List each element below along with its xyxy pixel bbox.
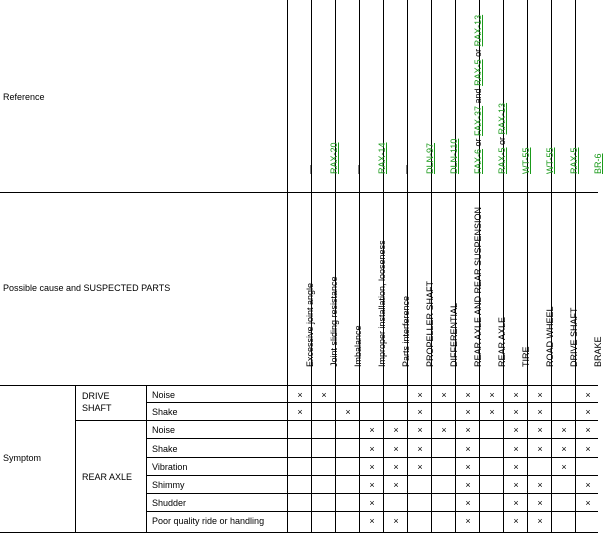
suspected-part-label: REAR AXLE [497,316,507,367]
reference-cell [552,0,579,192]
reference-cell [384,0,411,192]
reference-cell [360,0,387,192]
reference-separator: and [473,85,483,106]
symptom-mark: × [513,498,519,508]
reference-link[interactable]: DLN-97 [425,142,435,174]
symptom-mark: × [513,462,519,472]
reference-cell [528,0,555,192]
symptom-mark: × [585,480,591,490]
suspected-part-label: Imbalance [353,325,363,367]
suspected-part-cell [432,193,459,385]
suspected-part-cell [504,193,531,385]
symptom-mark: × [441,425,447,435]
suspected-part-label: Improper installation, looseness [377,240,387,367]
suspected-part-cell [480,193,507,385]
reference-link[interactable]: RAX-13 [473,14,483,47]
symptom-mark: × [585,407,591,417]
group-column-line [75,385,76,533]
reference-link[interactable]: RAX-20 [329,142,339,174]
reference-separator: — [353,165,363,174]
symptom-mark: × [441,390,447,400]
symptom-name: Poor quality ride or handling [152,516,265,526]
suspected-part-label: Parts interference [401,295,411,367]
suspected-part-label: DRIVE SHAFT [569,307,579,367]
symptom-mark: × [561,444,567,454]
symptom-mark: × [417,390,423,400]
suspected-part-label: BRAKE [593,336,603,367]
symptom-mark: × [369,498,375,508]
symptom-mark: × [513,480,519,490]
reference-link[interactable]: RAX-5 [497,147,507,174]
symptom-mark: × [537,498,543,508]
symptom-mark: × [393,462,399,472]
reference-cell [336,0,363,192]
suspected-part-cell [408,193,435,385]
suspected-part-cell [576,193,603,385]
suspected-part-cell [312,193,339,385]
table-bottom-line [0,532,598,533]
reference-cell [576,0,603,192]
reference-cell [480,0,507,192]
symptom-mark: × [585,390,591,400]
symptom-name: Shudder [152,498,187,508]
symptom-mark: × [297,390,303,400]
symptom-mark: × [489,390,495,400]
reference-text [592,153,604,174]
suspected-part-label: Excessive joint angle [305,282,315,367]
suspected-part-cell [288,193,315,385]
drive-shaft-group-label [82,390,112,414]
symptom-mark: × [465,425,471,435]
rear-axle-group-label: REAR AXLE [82,472,133,482]
symptom-mark: × [537,444,543,454]
suspected-part-cell [528,193,555,385]
suspected-part-cell [552,193,579,385]
symptom-mark: × [537,425,543,435]
symptom-name: Noise [152,425,176,435]
symptom-mark: × [561,425,567,435]
reference-link[interactable]: RAX-5 [569,147,579,174]
suspected-part-cell [456,193,483,385]
suspected-part-label: Joint sliding resistance [329,276,339,367]
reference-separator: or [473,46,483,60]
reference-cell [312,0,339,192]
symptom-mark: × [417,425,423,435]
reference-cell [408,0,435,192]
symptom-mark: × [513,390,519,400]
symptom-mark: × [513,407,519,417]
reference-cell [432,0,459,192]
symptom-mark: × [537,480,543,490]
reference-cell [504,0,531,192]
symptom-mark: × [561,462,567,472]
symptom-mark: × [393,444,399,454]
possible-cause-row-label: Possible cause and SUSPECTED PARTS [3,283,171,293]
symptom-mark: × [369,462,375,472]
symptom-mark: × [537,407,543,417]
symptom-mark: × [585,425,591,435]
reference-cell [456,0,483,192]
suspected-part-cell [336,193,363,385]
symptom-mark: × [489,407,495,417]
reference-row-label: Reference [3,92,45,102]
suspected-part-label: DIFFERENTIAL [449,302,459,367]
symptom-mark: × [393,516,399,526]
symptom-mark: × [585,498,591,508]
symptom-mark: × [465,498,471,508]
drive-shaft-label-line1: DRIVE [82,391,110,401]
symptom-mark: × [369,444,375,454]
symptom-mark: × [513,444,519,454]
reference-link[interactable]: BR-6 [593,153,603,174]
suspected-part-label: ROAD WHEEL [545,306,555,367]
reference-link[interactable]: WT-55 [521,147,531,174]
symptom-mark: × [465,462,471,472]
reference-link[interactable]: RAX-5 [473,59,483,86]
suspected-part-cell [384,193,411,385]
symptom-mark: × [369,516,375,526]
symptom-mark: × [417,462,423,472]
symptom-name: Shake [152,444,178,454]
reference-link[interactable]: FAX-6 [473,148,483,174]
symptom-column-line [146,385,147,533]
reference-link[interactable]: RAX-13 [497,102,507,135]
reference-link[interactable]: DLN-110 [449,138,459,174]
symptom-mark: × [297,407,303,417]
symptom-mark: × [393,480,399,490]
symptom-name: Noise [152,390,176,400]
reference-separator: — [401,165,411,174]
symptom-mark: × [393,425,399,435]
symptom-mark: × [537,516,543,526]
symptom-mark: × [513,425,519,435]
symptom-mark: × [369,480,375,490]
symptom-mark: × [321,390,327,400]
symptom-mark: × [417,407,423,417]
suspected-part-label: REAR AXLE AND REAR SUSPENSION [473,206,483,367]
reference-separator: or [497,134,507,148]
reference-separator: — [305,165,315,174]
reference-link[interactable]: WT-55 [545,147,555,174]
reference-cell [288,0,315,192]
symptom-mark: × [345,407,351,417]
suspected-part-label: PROPELLER SHAFT [425,280,435,367]
suspected-part-cell [360,193,387,385]
reference-link[interactable]: FAX-37 [473,105,483,136]
symptom-mark: × [465,407,471,417]
symptom-mark: × [417,444,423,454]
symptom-mark: × [465,390,471,400]
symptom-mark: × [369,425,375,435]
symptom-name: Shimmy [152,480,185,490]
symptom-name: Shake [152,407,178,417]
drive-shaft-label-line2: SHAFT [82,403,112,413]
symptom-row-label: Symptom [3,453,42,463]
symptom-mark: × [465,480,471,490]
symptom-name: Vibration [152,462,188,472]
reference-separator: or [473,135,483,149]
reference-link[interactable]: RAX-14 [377,142,387,174]
symptom-mark: × [537,390,543,400]
symptom-mark: × [465,516,471,526]
symptom-mark: × [585,444,591,454]
symptom-mark: × [513,516,519,526]
symptom-mark: × [465,444,471,454]
suspected-part-label: TIRE [521,346,531,367]
